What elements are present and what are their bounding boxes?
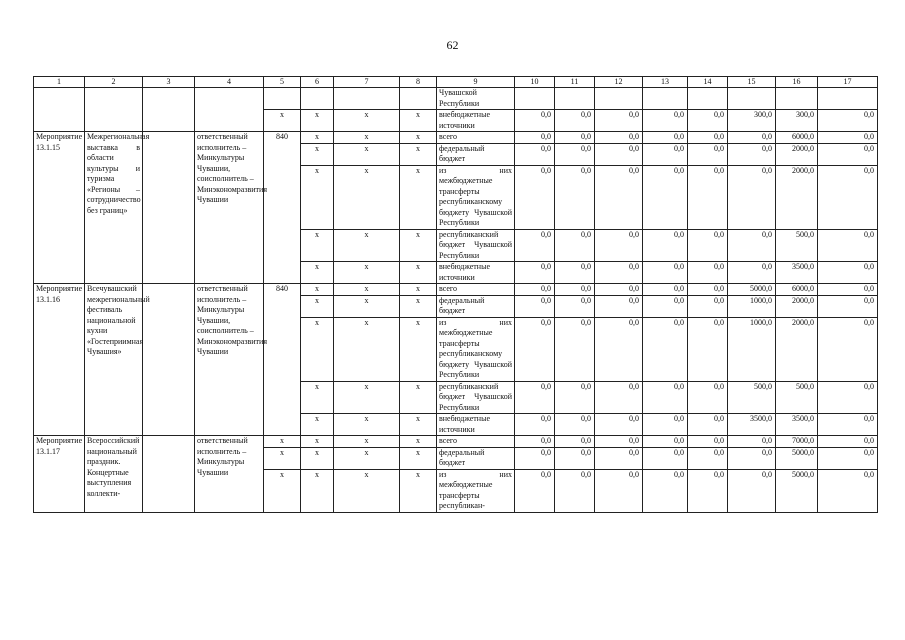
value-cell: 0,0 <box>688 317 728 381</box>
value-cell: 0,0 <box>595 414 643 436</box>
code-cell: x <box>264 469 301 512</box>
header-cell: 4 <box>195 77 264 88</box>
source-cell: республиканский бюджет Чувашской Республики <box>437 229 515 262</box>
value-cell: 300,0 <box>776 110 818 132</box>
value-cell: 0,0 <box>515 295 555 317</box>
value-cell: 5000,0 <box>776 447 818 469</box>
value-cell: 0,0 <box>643 381 688 414</box>
code-cell: x <box>301 132 334 144</box>
header-cell: 3 <box>143 77 195 88</box>
header-cell: 17 <box>818 77 878 88</box>
source-cell: всего <box>437 132 515 144</box>
source-cell: федеральный бюджет <box>437 447 515 469</box>
source-cell: Чувашской Республики <box>437 88 515 110</box>
code-cell: x <box>334 284 400 296</box>
source-cell: всего <box>437 436 515 448</box>
code-cell: x <box>301 229 334 262</box>
value-cell: 500,0 <box>776 381 818 414</box>
value-cell: 0,0 <box>595 381 643 414</box>
event-name: Мероприятие 13.1.17 <box>34 436 85 513</box>
cell-empty <box>555 88 595 110</box>
value-cell: 6000,0 <box>776 284 818 296</box>
code-cell: x <box>400 110 437 132</box>
code-cell: x <box>334 132 400 144</box>
value-cell: 0,0 <box>595 110 643 132</box>
value-cell: 0,0 <box>728 447 776 469</box>
value-cell: 0,0 <box>515 447 555 469</box>
code-cell: x <box>400 132 437 144</box>
value-cell: 0,0 <box>818 469 878 512</box>
value-cell: 0,0 <box>818 447 878 469</box>
value-cell: 0,0 <box>515 436 555 448</box>
cell-empty <box>643 88 688 110</box>
value-cell: 0,0 <box>555 447 595 469</box>
continuation-row <box>34 88 878 110</box>
code-cell: x <box>334 165 400 229</box>
value-cell: 0,0 <box>688 262 728 284</box>
value-cell: 0,0 <box>595 317 643 381</box>
value-cell: 0,0 <box>818 132 878 144</box>
value-cell: 0,0 <box>555 229 595 262</box>
event-description: Всечувашский межрегиональный фестиваль национальной кухни «Гостеприимная Чувашия» <box>85 284 143 436</box>
value-cell: 0,0 <box>515 229 555 262</box>
value-cell: 0,0 <box>515 414 555 436</box>
value-cell: 0,0 <box>818 295 878 317</box>
page-number: 62 <box>446 38 459 52</box>
code-cell: x <box>264 110 301 132</box>
code-cell: x <box>301 317 334 381</box>
code-cell: x <box>400 447 437 469</box>
value-cell: 0,0 <box>555 132 595 144</box>
value-cell: 0,0 <box>595 143 643 165</box>
value-cell: 0,0 <box>515 284 555 296</box>
value-cell: 0,0 <box>595 284 643 296</box>
header-cell: 5 <box>264 77 301 88</box>
cell-empty <box>301 88 334 110</box>
value-cell: 0,0 <box>688 469 728 512</box>
code-cell: x <box>301 110 334 132</box>
value-cell: 0,0 <box>818 110 878 132</box>
value-cell: 0,0 <box>688 295 728 317</box>
header-cell: 10 <box>515 77 555 88</box>
cell-empty <box>143 88 195 132</box>
header-cell: 15 <box>728 77 776 88</box>
value-cell: 500,0 <box>776 229 818 262</box>
code-cell: x <box>400 469 437 512</box>
value-cell: 2000,0 <box>776 143 818 165</box>
event-column-3 <box>143 132 195 284</box>
value-cell: 0,0 <box>555 381 595 414</box>
table-body <box>34 77 878 513</box>
value-cell: 0,0 <box>728 262 776 284</box>
value-cell: 0,0 <box>555 284 595 296</box>
code-cell: x <box>400 165 437 229</box>
value-cell: 0,0 <box>643 143 688 165</box>
event-responsible: ответственный исполнитель – Минкультуры Чувашии, соисполнитель – Минэкономразвития Чувашии <box>195 132 264 284</box>
code-cell: x <box>400 414 437 436</box>
value-cell: 0,0 <box>688 447 728 469</box>
value-cell: 0,0 <box>688 132 728 144</box>
value-cell: 0,0 <box>555 469 595 512</box>
value-cell: 0,0 <box>515 143 555 165</box>
value-cell: 0,0 <box>595 447 643 469</box>
code-cell: x <box>301 143 334 165</box>
header-cell: 13 <box>643 77 688 88</box>
source-cell: из них межбюджетные трансферты республиканскому бюджету Чувашской Республики <box>437 165 515 229</box>
header-row <box>34 77 878 88</box>
value-cell: 0,0 <box>515 317 555 381</box>
event-name: Мероприятие 13.1.16 <box>34 284 85 436</box>
value-cell: 0,0 <box>688 381 728 414</box>
code-cell: x <box>334 381 400 414</box>
value-cell: 0,0 <box>643 132 688 144</box>
cell-empty <box>195 88 264 132</box>
value-cell: 0,0 <box>688 414 728 436</box>
header-cell: 11 <box>555 77 595 88</box>
value-cell: 1000,0 <box>728 317 776 381</box>
cell-empty <box>400 88 437 110</box>
event-row <box>34 436 878 448</box>
value-cell: 0,0 <box>728 229 776 262</box>
event-description: Межрегиональная выставка в области культуры и туризма «Регионы – сотрудничество без границ» <box>85 132 143 284</box>
value-cell: 0,0 <box>643 295 688 317</box>
code-cell: x <box>400 317 437 381</box>
event-column-3 <box>143 436 195 513</box>
code-cell: x <box>334 110 400 132</box>
cell-empty <box>818 88 878 110</box>
event-description: Всероссийский национальный праздник. Концертные выступления коллекти- <box>85 436 143 513</box>
value-cell: 5000,0 <box>728 284 776 296</box>
header-cell: 1 <box>34 77 85 88</box>
value-cell: 0,0 <box>595 436 643 448</box>
header-cell: 14 <box>688 77 728 88</box>
value-cell: 0,0 <box>818 317 878 381</box>
event-responsible: ответственный исполнитель – Минкультуры Чувашии, соисполнитель – Минэкономразвития Чувашии <box>195 284 264 436</box>
value-cell: 0,0 <box>688 229 728 262</box>
value-cell: 0,0 <box>728 165 776 229</box>
value-cell: 0,0 <box>595 165 643 229</box>
code-cell: x <box>334 295 400 317</box>
event-responsible: ответственный исполнитель – Минкультуры Чувашии <box>195 436 264 513</box>
code-cell: x <box>334 469 400 512</box>
code-cell: x <box>400 381 437 414</box>
source-cell: республиканский бюджет Чувашской Республики <box>437 381 515 414</box>
code-cell: x <box>301 436 334 448</box>
code-cell: x <box>334 143 400 165</box>
value-cell: 500,0 <box>728 381 776 414</box>
value-cell: 0,0 <box>595 229 643 262</box>
source-cell: внебюджетные источники <box>437 414 515 436</box>
value-cell: 7000,0 <box>776 436 818 448</box>
value-cell: 0,0 <box>818 414 878 436</box>
value-cell: 0,0 <box>728 469 776 512</box>
header-cell: 6 <box>301 77 334 88</box>
value-cell: 0,0 <box>818 381 878 414</box>
event-name: Мероприятие 13.1.15 <box>34 132 85 284</box>
value-cell: 0,0 <box>728 132 776 144</box>
value-cell: 0,0 <box>688 165 728 229</box>
value-cell: 0,0 <box>555 436 595 448</box>
value-cell: 0,0 <box>515 132 555 144</box>
value-cell: 0,0 <box>643 229 688 262</box>
value-cell: 0,0 <box>643 110 688 132</box>
source-cell: из них межбюджетные трансферты республиканскому бюджету Чувашской Республики <box>437 317 515 381</box>
value-cell: 0,0 <box>818 284 878 296</box>
code-cell: x <box>400 284 437 296</box>
code-cell: x <box>301 295 334 317</box>
value-cell: 0,0 <box>818 143 878 165</box>
code-cell: x <box>400 436 437 448</box>
code-cell: x <box>334 262 400 284</box>
value-cell: 3500,0 <box>776 262 818 284</box>
header-cell: 9 <box>437 77 515 88</box>
value-cell: 0,0 <box>818 436 878 448</box>
value-cell: 0,0 <box>688 284 728 296</box>
code-cell: x <box>400 295 437 317</box>
value-cell: 0,0 <box>595 295 643 317</box>
cell-empty <box>776 88 818 110</box>
cell-empty <box>334 88 400 110</box>
code-cell: x <box>301 447 334 469</box>
value-cell: 0,0 <box>595 469 643 512</box>
header-cell: 7 <box>334 77 400 88</box>
value-cell: 0,0 <box>643 284 688 296</box>
header-cell: 2 <box>85 77 143 88</box>
cell-empty <box>34 88 85 132</box>
value-cell: 0,0 <box>728 143 776 165</box>
source-cell: внебюджетные источники <box>437 110 515 132</box>
event-row <box>34 284 878 296</box>
value-cell: 0,0 <box>515 381 555 414</box>
code-cell: x <box>301 381 334 414</box>
code-cell: x <box>301 262 334 284</box>
value-cell: 2000,0 <box>776 295 818 317</box>
source-cell: федеральный бюджет <box>437 295 515 317</box>
value-cell: 0,0 <box>643 165 688 229</box>
code-cell: x <box>301 469 334 512</box>
header-cell: 8 <box>400 77 437 88</box>
value-cell: 0,0 <box>643 436 688 448</box>
cell-empty <box>264 88 301 110</box>
event-column-3 <box>143 284 195 436</box>
value-cell: 0,0 <box>555 165 595 229</box>
value-cell: 300,0 <box>728 110 776 132</box>
value-cell: 6000,0 <box>776 132 818 144</box>
code-cell: x <box>301 284 334 296</box>
code-cell: x <box>334 317 400 381</box>
code-cell: x <box>400 143 437 165</box>
code-cell: x <box>301 165 334 229</box>
value-cell: 0,0 <box>515 469 555 512</box>
event-row <box>34 132 878 144</box>
value-cell: 3500,0 <box>776 414 818 436</box>
code-cell: x <box>334 436 400 448</box>
source-cell: всего <box>437 284 515 296</box>
value-cell: 0,0 <box>643 317 688 381</box>
value-cell: 0,0 <box>555 317 595 381</box>
code-cell: x <box>334 447 400 469</box>
value-cell: 0,0 <box>688 143 728 165</box>
source-cell: федеральный бюджет <box>437 143 515 165</box>
code-cell: x <box>264 447 301 469</box>
value-cell: 3500,0 <box>728 414 776 436</box>
value-cell: 0,0 <box>555 295 595 317</box>
header-cell: 12 <box>595 77 643 88</box>
value-cell: 0,0 <box>555 143 595 165</box>
code-cell: x <box>301 414 334 436</box>
code-cell: x <box>400 262 437 284</box>
value-cell: 0,0 <box>643 262 688 284</box>
code-cell: x <box>334 414 400 436</box>
value-cell: 5000,0 <box>776 469 818 512</box>
cell-empty <box>515 88 555 110</box>
code-cell: x <box>334 229 400 262</box>
value-cell: 0,0 <box>555 110 595 132</box>
cell-empty <box>595 88 643 110</box>
code-cell: x <box>264 436 301 448</box>
cell-empty <box>85 88 143 132</box>
value-cell: 0,0 <box>818 262 878 284</box>
value-cell: 0,0 <box>643 447 688 469</box>
value-cell: 2000,0 <box>776 165 818 229</box>
value-cell: 0,0 <box>595 262 643 284</box>
value-cell: 0,0 <box>818 229 878 262</box>
value-cell: 0,0 <box>555 262 595 284</box>
value-cell: 0,0 <box>515 110 555 132</box>
code-cell: x <box>400 229 437 262</box>
value-cell: 0,0 <box>643 469 688 512</box>
value-cell: 0,0 <box>595 132 643 144</box>
value-cell: 0,0 <box>515 165 555 229</box>
value-cell: 0,0 <box>555 414 595 436</box>
value-cell: 2000,0 <box>776 317 818 381</box>
value-cell: 1000,0 <box>728 295 776 317</box>
source-cell: внебюджетные источники <box>437 262 515 284</box>
header-cell: 16 <box>776 77 818 88</box>
value-cell: 0,0 <box>688 436 728 448</box>
grbs-code: 840 <box>264 132 301 284</box>
value-cell: 0,0 <box>818 165 878 229</box>
value-cell: 0,0 <box>643 414 688 436</box>
source-cell: из них межбюджетные трансферты республикан- <box>437 469 515 512</box>
value-cell: 0,0 <box>728 436 776 448</box>
cell-empty <box>688 88 728 110</box>
value-cell: 0,0 <box>688 110 728 132</box>
value-cell: 0,0 <box>515 262 555 284</box>
grbs-code: 840 <box>264 284 301 436</box>
cell-empty <box>728 88 776 110</box>
budget-table <box>33 76 878 513</box>
